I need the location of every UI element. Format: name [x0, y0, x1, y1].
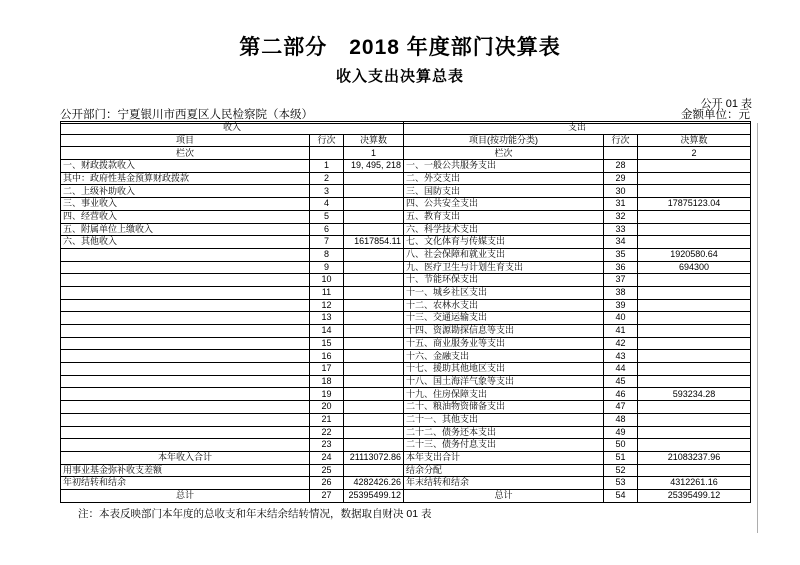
page-subtitle: 收入支出决算总表 — [335, 68, 464, 85]
table-row — [61, 413, 751, 426]
expense-amount-cell — [638, 363, 751, 376]
income-line-number-cell: 2 — [310, 172, 344, 185]
expense-line-number-cell: 36 — [604, 261, 638, 274]
table-row — [61, 350, 751, 363]
income-item-cell — [61, 299, 310, 312]
expense-item-cell: 三、国防支出 — [404, 185, 604, 198]
table-row — [61, 426, 751, 439]
expense-item-cell: 十六、金融支出 — [404, 350, 604, 363]
table-row — [61, 236, 751, 249]
income-amount-cell: 1617854.11 — [344, 236, 404, 249]
income-line-number-cell: 1 — [310, 160, 344, 173]
column-header-row — [61, 134, 751, 147]
expense-amount-cell — [638, 160, 751, 173]
expense-item-cell: 四、公共安全支出 — [404, 198, 604, 211]
expense-line-number-cell: 47 — [604, 401, 638, 414]
expense-amount-column-header: 决算数 — [638, 134, 751, 147]
expense-item-cell: 十三、交通运输支出 — [404, 312, 604, 325]
expense-line-number-cell: 33 — [604, 223, 638, 236]
expense-line-number-cell: 37 — [604, 274, 638, 287]
income-line-number-cell: 9 — [310, 261, 344, 274]
expense-amount-cell — [638, 236, 751, 249]
table-row — [61, 363, 751, 376]
income-line-number-cell: 5 — [310, 210, 344, 223]
expense-item-cell: 一、一般公共服务支出 — [404, 160, 604, 173]
income-amount-cell — [344, 375, 404, 388]
department-label: 公开部门：宁夏银川市西夏区人民检察院（本级） — [60, 109, 313, 121]
expense-item-cell: 七、文化体育与传媒支出 — [404, 236, 604, 249]
expense-line-number-cell: 45 — [604, 375, 638, 388]
unit-label: 金额单位：元 — [681, 109, 750, 121]
expense-item-cell: 十七、援助其他地区支出 — [404, 363, 604, 376]
income-amount-cell — [344, 439, 404, 452]
expense-line-number-cell: 51 — [604, 451, 638, 464]
expense-amount-cell — [638, 172, 751, 185]
table-row — [61, 198, 751, 211]
expense-amount-cell — [638, 274, 751, 287]
income-amount-cell: 19, 495, 218 — [344, 160, 404, 173]
income-amount-cell — [344, 223, 404, 236]
expense-amount-cell: 593234.28 — [638, 388, 751, 401]
income-line-column-header: 行次 — [310, 134, 344, 147]
expense-item-cell: 十四、资源勘探信息等支出 — [404, 325, 604, 338]
income-item-cell — [61, 426, 310, 439]
expense-amount-cell — [638, 413, 751, 426]
expense-amount-cell — [638, 210, 751, 223]
expense-amount-cell — [638, 325, 751, 338]
expense-amount-cell: 694300 — [638, 261, 751, 274]
table-row — [61, 160, 751, 173]
expense-line-number-cell: 52 — [604, 464, 638, 477]
column-index-row — [61, 147, 751, 160]
expense-amount-cell — [638, 286, 751, 299]
expense-amount-cell — [638, 185, 751, 198]
income-item-cell: 本年收入合计 — [61, 451, 310, 464]
table-row — [61, 477, 751, 490]
expense-line-number-cell: 41 — [604, 325, 638, 338]
expense-line-number-cell: 50 — [604, 439, 638, 452]
income-line-number-cell: 17 — [310, 363, 344, 376]
income-amount-cell — [344, 325, 404, 338]
income-line-number-cell: 11 — [310, 286, 344, 299]
income-line-number-cell: 18 — [310, 375, 344, 388]
table-row — [61, 337, 751, 350]
expense-lanci-label: 栏次 — [404, 147, 604, 160]
expense-item-cell: 总计 — [404, 489, 604, 502]
income-line-number-cell: 6 — [310, 223, 344, 236]
expense-amount-cell — [638, 337, 751, 350]
table-row — [61, 274, 751, 287]
income-item-cell: 四、经营收入 — [61, 210, 310, 223]
income-item-cell: 三、事业收入 — [61, 198, 310, 211]
expense-item-cell: 二、外交支出 — [404, 172, 604, 185]
table-row — [61, 312, 751, 325]
income-line-number-cell: 13 — [310, 312, 344, 325]
income-item-cell — [61, 413, 310, 426]
income-line-number-cell: 14 — [310, 325, 344, 338]
income-item-cell: 二、上级补助收入 — [61, 185, 310, 198]
income-line-number-cell: 8 — [310, 248, 344, 261]
income-amount-cell — [344, 337, 404, 350]
income-amount-cell — [344, 426, 404, 439]
expense-section-header: 支出 — [404, 122, 751, 135]
expense-amount-cell — [638, 350, 751, 363]
income-item-cell: 一、财政拨款收入 — [61, 160, 310, 173]
income-amount-cell: 25395499.12 — [344, 489, 404, 502]
expense-line-number-cell: 35 — [604, 248, 638, 261]
expense-item-cell: 年末结转和结余 — [404, 477, 604, 490]
income-line-number-cell: 12 — [310, 299, 344, 312]
income-amount-cell — [344, 274, 404, 287]
expense-line-number-cell: 53 — [604, 477, 638, 490]
income-item-cell — [61, 286, 310, 299]
income-item-cell — [61, 248, 310, 261]
income-line-number-cell: 26 — [310, 477, 344, 490]
income-item-cell — [61, 401, 310, 414]
income-line-number-cell: 4 — [310, 198, 344, 211]
expense-item-cell: 二十三、债务付息支出 — [404, 439, 604, 452]
income-amount-cell — [344, 401, 404, 414]
expense-item-cell: 十九、住房保障支出 — [404, 388, 604, 401]
income-item-cell: 五、附属单位上缴收入 — [61, 223, 310, 236]
income-item-cell — [61, 350, 310, 363]
expense-amount-cell — [638, 439, 751, 452]
income-amount-cell — [344, 388, 404, 401]
expense-line-number-cell: 32 — [604, 210, 638, 223]
income-line-number-cell: 24 — [310, 451, 344, 464]
table-row — [61, 489, 751, 502]
income-line-number-cell: 21 — [310, 413, 344, 426]
expense-item-cell: 二十二、债务还本支出 — [404, 426, 604, 439]
income-amount-cell — [344, 172, 404, 185]
table-row — [61, 172, 751, 185]
expense-amount-cell: 25395499.12 — [638, 489, 751, 502]
income-item-cell — [61, 325, 310, 338]
expense-line-number-cell: 54 — [604, 489, 638, 502]
expense-item-cell: 本年支出合计 — [404, 451, 604, 464]
expense-item-cell: 十一、城乡社区支出 — [404, 286, 604, 299]
table-code: 公开 01 表 — [700, 98, 752, 110]
expense-item-cell: 十八、国土海洋气象等支出 — [404, 375, 604, 388]
footnote: 注：本表反映部门本年度的总收支和年末结余结转情况，数据取自财决 01 表 — [78, 508, 432, 520]
income-amount-cell — [344, 350, 404, 363]
expense-item-cell: 二十一、其他支出 — [404, 413, 604, 426]
income-item-cell: 六、其他收入 — [61, 236, 310, 249]
expense-item-cell: 十二、农林水支出 — [404, 299, 604, 312]
expense-line-number-cell: 30 — [604, 185, 638, 198]
income-item-column-header: 项目 — [61, 134, 310, 147]
income-column-index: 1 — [344, 147, 404, 160]
income-item-cell — [61, 388, 310, 401]
income-line-number-cell: 25 — [310, 464, 344, 477]
expense-line-number-cell: 34 — [604, 236, 638, 249]
expense-item-cell: 九、医疗卫生与计划生育支出 — [404, 261, 604, 274]
income-amount-cell: 4282426.26 — [344, 477, 404, 490]
income-amount-cell — [344, 210, 404, 223]
table-row — [61, 248, 751, 261]
expense-amount-cell — [638, 401, 751, 414]
income-item-cell — [61, 312, 310, 325]
table-row — [61, 439, 751, 452]
page-edge-line — [757, 123, 758, 533]
income-item-cell — [61, 337, 310, 350]
income-amount-cell — [344, 413, 404, 426]
expense-item-cell: 十、节能环保支出 — [404, 274, 604, 287]
income-line-number-cell: 23 — [310, 439, 344, 452]
expense-amount-cell — [638, 223, 751, 236]
income-item-cell — [61, 363, 310, 376]
income-amount-cell — [344, 312, 404, 325]
income-line-number-cell: 22 — [310, 426, 344, 439]
income-amount-cell: 21113072.86 — [344, 451, 404, 464]
page-title: 第二部分 2018 年度部门决算表 — [239, 36, 561, 59]
income-line-number-cell: 20 — [310, 401, 344, 414]
table-row — [61, 299, 751, 312]
income-item-cell: 年初结转和结余 — [61, 477, 310, 490]
expense-item-cell: 六、科学技术支出 — [404, 223, 604, 236]
final-accounts-table — [60, 121, 751, 503]
expense-line-number-cell: 42 — [604, 337, 638, 350]
income-line-number-cell: 27 — [310, 489, 344, 502]
income-item-cell — [61, 439, 310, 452]
expense-amount-cell: 21083237.96 — [638, 451, 751, 464]
income-line-number-cell: 3 — [310, 185, 344, 198]
expense-item-column-header: 项目(按功能分类) — [404, 134, 604, 147]
expense-line-column-header: 行次 — [604, 134, 638, 147]
section-header-row — [61, 122, 751, 135]
table-row — [61, 185, 751, 198]
expense-line-number-cell: 44 — [604, 363, 638, 376]
expense-amount-cell — [638, 312, 751, 325]
income-line-number-cell: 16 — [310, 350, 344, 363]
income-item-cell: 用事业基金弥补收支差额 — [61, 464, 310, 477]
expense-amount-cell: 1920580.64 — [638, 248, 751, 261]
table-row — [61, 286, 751, 299]
income-item-cell: 其中：政府性基金预算财政拨款 — [61, 172, 310, 185]
income-line-number-cell: 10 — [310, 274, 344, 287]
expense-line-number-cell: 43 — [604, 350, 638, 363]
expense-amount-cell: 4312261.16 — [638, 477, 751, 490]
income-amount-cell — [344, 464, 404, 477]
income-amount-cell — [344, 286, 404, 299]
empty-cell — [604, 147, 638, 160]
expense-line-number-cell: 48 — [604, 413, 638, 426]
expense-amount-cell: 17875123.04 — [638, 198, 751, 211]
expense-line-number-cell: 38 — [604, 286, 638, 299]
expense-line-number-cell: 31 — [604, 198, 638, 211]
table-row — [61, 375, 751, 388]
table-row — [61, 451, 751, 464]
expense-line-number-cell: 39 — [604, 299, 638, 312]
table-row — [61, 325, 751, 338]
income-item-cell — [61, 274, 310, 287]
expense-line-number-cell: 46 — [604, 388, 638, 401]
expense-line-number-cell: 28 — [604, 160, 638, 173]
income-amount-cell — [344, 185, 404, 198]
empty-cell — [310, 147, 344, 160]
table-row — [61, 261, 751, 274]
expense-item-cell: 八、社会保障和就业支出 — [404, 248, 604, 261]
income-amount-column-header: 决算数 — [344, 134, 404, 147]
expense-line-number-cell: 40 — [604, 312, 638, 325]
expense-amount-cell — [638, 426, 751, 439]
income-section-header: 收入 — [61, 122, 404, 135]
expense-line-number-cell: 29 — [604, 172, 638, 185]
table-row — [61, 401, 751, 414]
table-row — [61, 210, 751, 223]
table-row — [61, 464, 751, 477]
income-amount-cell — [344, 363, 404, 376]
income-line-number-cell: 15 — [310, 337, 344, 350]
income-amount-cell — [344, 198, 404, 211]
expense-column-index: 2 — [638, 147, 751, 160]
expense-item-cell: 结余分配 — [404, 464, 604, 477]
income-amount-cell — [344, 299, 404, 312]
income-item-cell — [61, 375, 310, 388]
income-line-number-cell: 7 — [310, 236, 344, 249]
income-amount-cell — [344, 261, 404, 274]
income-item-cell — [61, 261, 310, 274]
expense-item-cell: 五、教育支出 — [404, 210, 604, 223]
expense-amount-cell — [638, 375, 751, 388]
income-amount-cell — [344, 248, 404, 261]
income-lanci-label: 栏次 — [61, 147, 310, 160]
expense-line-number-cell: 49 — [604, 426, 638, 439]
expense-item-cell: 二十、粮油物资储备支出 — [404, 401, 604, 414]
expense-amount-cell — [638, 299, 751, 312]
expense-item-cell: 十五、商业服务业等支出 — [404, 337, 604, 350]
table-row — [61, 223, 751, 236]
income-item-cell: 总计 — [61, 489, 310, 502]
income-line-number-cell: 19 — [310, 388, 344, 401]
expense-amount-cell — [638, 464, 751, 477]
table-row — [61, 388, 751, 401]
